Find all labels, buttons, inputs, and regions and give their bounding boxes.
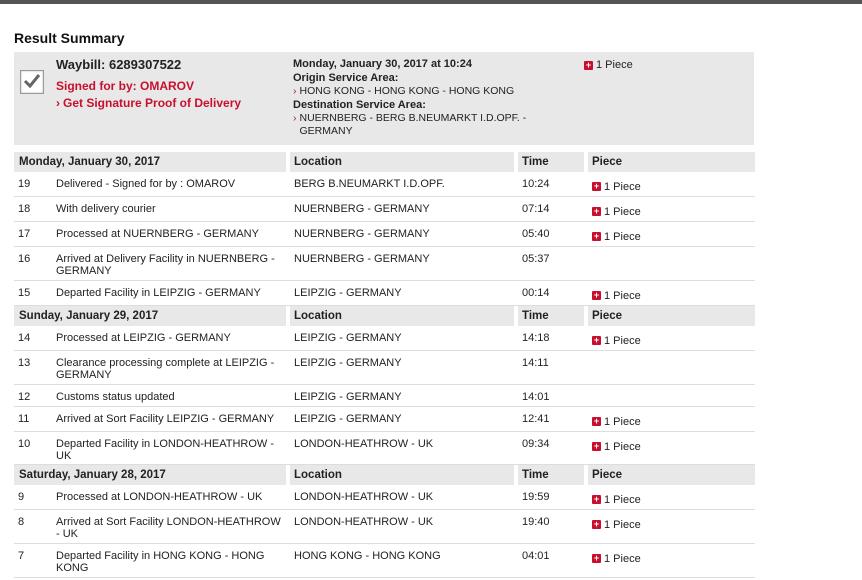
column-time: Time xyxy=(518,152,588,172)
table-row xyxy=(14,385,755,407)
arrow-right-icon: › xyxy=(293,112,297,124)
event-number: 18 xyxy=(14,197,56,222)
event-time: 05:37 xyxy=(518,247,588,281)
piece-toggle[interactable] xyxy=(592,335,641,347)
plus-icon: + xyxy=(593,416,600,426)
signature-proof-link[interactable] xyxy=(56,96,241,110)
event-location: LONDON-HEATHROW - UK xyxy=(290,432,518,465)
event-piece xyxy=(588,485,755,510)
table-row xyxy=(14,351,755,385)
event-description: Arrived at Delivery Facility in NUERNBERG - GERMANY xyxy=(56,247,290,281)
event-number: 8 xyxy=(14,510,56,544)
event-time: 19:40 xyxy=(518,510,588,544)
table-row xyxy=(14,485,755,510)
column-piece: Piece xyxy=(588,465,755,485)
waybill-number: Waybill: 6289307522 xyxy=(56,57,182,72)
column-time: Time xyxy=(518,465,588,485)
event-description: Arrived at Sort Facility LONDON-HEATHROW - UK xyxy=(56,510,290,544)
event-location: HONG KONG - HONG KONG xyxy=(290,544,518,578)
event-number: 19 xyxy=(14,172,56,197)
piece-toggle[interactable] xyxy=(592,206,641,218)
event-description: Arrived at Sort Facility LEIPZIG - GERMANY xyxy=(56,407,290,432)
destination-text: NUERNBERG - BERG B.NEUMARKT I.D.OPF. - GERMANY xyxy=(299,112,527,137)
event-description: Processed at NUERNBERG - GERMANY xyxy=(56,222,290,247)
event-piece xyxy=(588,247,755,281)
group-date: Saturday, January 28, 2017 xyxy=(14,465,290,485)
event-time: 04:01 xyxy=(518,544,588,578)
piece-toggle[interactable] xyxy=(592,290,641,302)
origin-text: HONG KONG - HONG KONG - HONG KONG xyxy=(299,85,515,97)
plus-icon: + xyxy=(593,553,600,563)
event-piece xyxy=(588,510,755,544)
top-bar xyxy=(0,0,862,4)
group-header xyxy=(14,306,755,326)
piece-label: 1 Piece xyxy=(604,230,641,243)
plus-icon: + xyxy=(593,181,600,191)
event-number: 15 xyxy=(14,281,56,306)
plus-icon: + xyxy=(593,519,600,529)
plus-icon: + xyxy=(593,206,600,216)
group-date: Sunday, January 29, 2017 xyxy=(14,306,290,326)
event-description: Processed at LEIPZIG - GERMANY xyxy=(56,326,290,351)
event-location: LEIPZIG - GERMANY xyxy=(290,407,518,432)
piece-toggle[interactable] xyxy=(592,553,641,565)
piece-label: 1 Piece xyxy=(604,493,641,506)
column-location: Location xyxy=(290,306,518,326)
table-row xyxy=(14,510,755,544)
table-row xyxy=(14,247,755,281)
event-piece xyxy=(588,407,755,432)
event-piece xyxy=(588,544,755,578)
piece-toggle[interactable] xyxy=(592,494,641,506)
event-number: 13 xyxy=(14,351,56,385)
checkmark-icon xyxy=(20,70,44,94)
page-title: Result Summary xyxy=(14,30,125,46)
event-time: 14:18 xyxy=(518,326,588,351)
shipment-details xyxy=(293,57,543,138)
event-number: 14 xyxy=(14,326,56,351)
event-time: 05:40 xyxy=(518,222,588,247)
event-description: Departed Facility in LEIPZIG - GERMANY xyxy=(56,281,290,306)
signed-for: Signed for by: OMAROV xyxy=(56,79,194,93)
event-description: Departed Facility in LONDON-HEATHROW - UK xyxy=(56,432,290,465)
piece-label: 1 Piece xyxy=(604,440,641,453)
event-time: 09:34 xyxy=(518,432,588,465)
piece-label: 1 Piece xyxy=(604,205,641,218)
column-piece: Piece xyxy=(588,152,755,172)
summary-piece-label: 1 Piece xyxy=(596,59,633,71)
event-location: LONDON-HEATHROW - UK xyxy=(290,510,518,544)
table-row xyxy=(14,197,755,222)
summary-piece-toggle[interactable] xyxy=(584,59,633,71)
event-time: 14:11 xyxy=(518,351,588,385)
table-row xyxy=(14,172,755,197)
plus-icon: + xyxy=(585,59,592,70)
tracking-table xyxy=(14,152,755,578)
event-piece xyxy=(588,432,755,465)
piece-toggle[interactable] xyxy=(592,441,641,453)
delivery-datetime: Monday, January 30, 2017 at 10:24 xyxy=(293,58,472,70)
event-number: 17 xyxy=(14,222,56,247)
event-number: 10 xyxy=(14,432,56,465)
column-location: Location xyxy=(290,465,518,485)
event-time: 07:14 xyxy=(518,197,588,222)
event-time: 14:01 xyxy=(518,385,588,407)
event-piece xyxy=(588,281,755,306)
piece-label: 1 Piece xyxy=(604,518,641,531)
piece-label: 1 Piece xyxy=(604,415,641,428)
event-description: Customs status updated xyxy=(56,385,290,407)
table-row xyxy=(14,407,755,432)
proof-link-label: Get Signature Proof of Delivery xyxy=(63,96,242,110)
event-time: 10:24 xyxy=(518,172,588,197)
event-location: LEIPZIG - GERMANY xyxy=(290,326,518,351)
event-description: Departed Facility in HONG KONG - HONG KONG xyxy=(56,544,290,578)
piece-toggle[interactable] xyxy=(592,416,641,428)
plus-icon: + xyxy=(593,494,600,504)
event-number: 7 xyxy=(14,544,56,578)
event-description: Clearance processing complete at LEIPZIG - GERMANY xyxy=(56,351,290,385)
group-date: Monday, January 30, 2017 xyxy=(14,152,290,172)
event-piece xyxy=(588,197,755,222)
result-summary-panel xyxy=(14,52,754,145)
plus-icon: + xyxy=(593,231,600,241)
event-location: NUERNBERG - GERMANY xyxy=(290,247,518,281)
destination-label: Destination Service Area: xyxy=(293,99,426,111)
event-piece xyxy=(588,172,755,197)
event-piece xyxy=(588,351,755,385)
piece-toggle[interactable] xyxy=(592,181,641,193)
event-location: BERG B.NEUMARKT I.D.OPF. xyxy=(290,172,518,197)
event-piece xyxy=(588,385,755,407)
plus-icon: + xyxy=(593,290,600,300)
column-location: Location xyxy=(290,152,518,172)
event-time: 19:59 xyxy=(518,485,588,510)
arrow-right-icon: › xyxy=(56,96,60,110)
table-row xyxy=(14,326,755,351)
event-description: With delivery courier xyxy=(56,197,290,222)
event-location: LONDON-HEATHROW - UK xyxy=(290,485,518,510)
piece-label: 1 Piece xyxy=(604,334,641,347)
plus-icon: + xyxy=(593,441,600,451)
piece-label: 1 Piece xyxy=(604,180,641,193)
event-location: LEIPZIG - GERMANY xyxy=(290,351,518,385)
event-description: Processed at LONDON-HEATHROW - UK xyxy=(56,485,290,510)
piece-label: 1 Piece xyxy=(604,552,641,565)
event-number: 11 xyxy=(14,407,56,432)
table-row xyxy=(14,432,755,465)
group-header xyxy=(14,152,755,172)
event-location: LEIPZIG - GERMANY xyxy=(290,385,518,407)
table-row xyxy=(14,281,755,306)
plus-icon: + xyxy=(593,335,600,345)
group-header xyxy=(14,465,755,485)
table-row xyxy=(14,222,755,247)
table-row xyxy=(14,544,755,578)
event-location: LEIPZIG - GERMANY xyxy=(290,281,518,306)
event-number: 9 xyxy=(14,485,56,510)
event-time: 12:41 xyxy=(518,407,588,432)
event-piece xyxy=(588,326,755,351)
piece-toggle[interactable] xyxy=(592,519,641,531)
piece-toggle[interactable] xyxy=(592,231,641,243)
destination-value xyxy=(293,112,543,138)
column-piece: Piece xyxy=(588,306,755,326)
event-description: Delivered - Signed for by : OMAROV xyxy=(56,172,290,197)
event-number: 16 xyxy=(14,247,56,281)
event-piece xyxy=(588,222,755,247)
event-location: NUERNBERG - GERMANY xyxy=(290,197,518,222)
origin-label: Origin Service Area: xyxy=(293,72,399,84)
event-location: NUERNBERG - GERMANY xyxy=(290,222,518,247)
event-time: 00:14 xyxy=(518,281,588,306)
origin-value xyxy=(293,85,543,98)
column-time: Time xyxy=(518,306,588,326)
piece-label: 1 Piece xyxy=(604,289,641,302)
event-number: 12 xyxy=(14,385,56,407)
arrow-right-icon: › xyxy=(293,85,297,97)
